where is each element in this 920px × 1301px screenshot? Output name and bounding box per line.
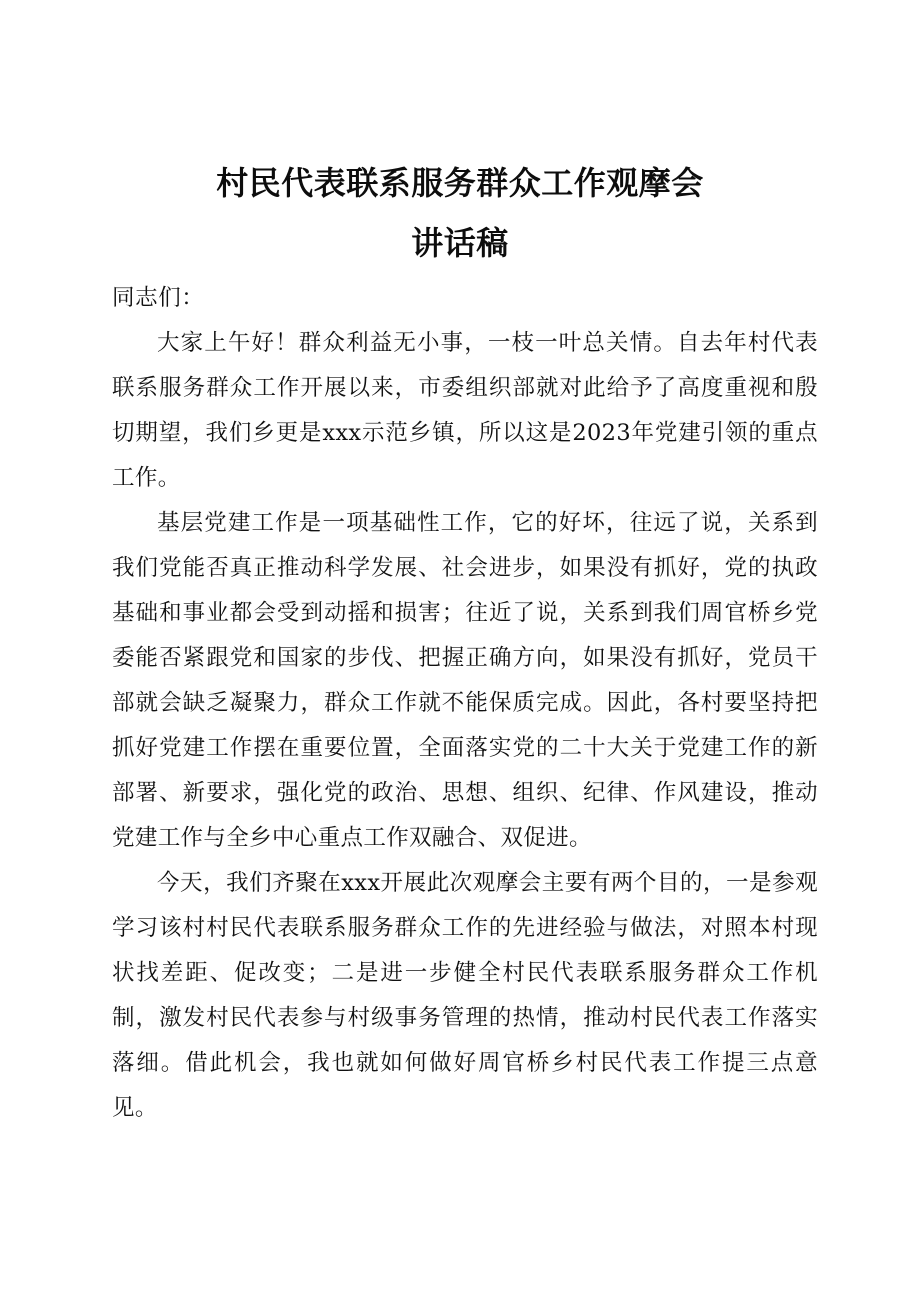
title-line-subtitle: 讲话稿	[411, 224, 509, 262]
title-line-main: 村民代表联系服务群众工作观摩会	[216, 164, 704, 202]
body-paragraph-1: 大家上午好！群众利益无小事，一枝一叶总关情。自去年村代表联系服务群众工作开展以来，市委组织部就对此给予了高度重视和殷切期望，我们乡更是xxx示范乡镇，所以这是2023年党建引领的重点工作。	[112, 330, 818, 491]
salutation: 同志们：	[112, 285, 205, 311]
page-title	[0, 158, 920, 268]
body-paragraph-2: 基层党建工作是一项基础性工作，它的好坏，往远了说，关系到我们党能否真正推动科学发展、社会进步，如果没有抓好，党的执政基础和事业都会受到动摇和损害；往近了说，关系到我们周官桥乡党委能否紧跟党和国家的步伐、把握正确方向，如果没有抓好，党员干部就会缺乏凝聚力，群众工作就不能保质完成。因此，各村要坚持把抓好党建工作摆在重要位置，全面落实党的二十大关于党建工作的新部署、新要求，强化党的政治、思想、组织、纪律、作风建设，推动党建工作与全乡中心重点工作双融合、双促进。	[112, 510, 818, 851]
document-body	[112, 276, 818, 1131]
body-paragraph-3: 今天，我们齐聚在xxx开展此次观摩会主要有两个目的，一是参观学习该村村民代表联系服务群众工作的先进经验与做法，对照本村现状找差距、促改变；二是进一步健全村民代表联系服务群众工作机制，激发村民代表参与村级事务管理的热情，推动村民代表工作落实落细。借此机会，我也就如何做好周官桥乡村民代表工作提三点意见。	[112, 870, 818, 1121]
